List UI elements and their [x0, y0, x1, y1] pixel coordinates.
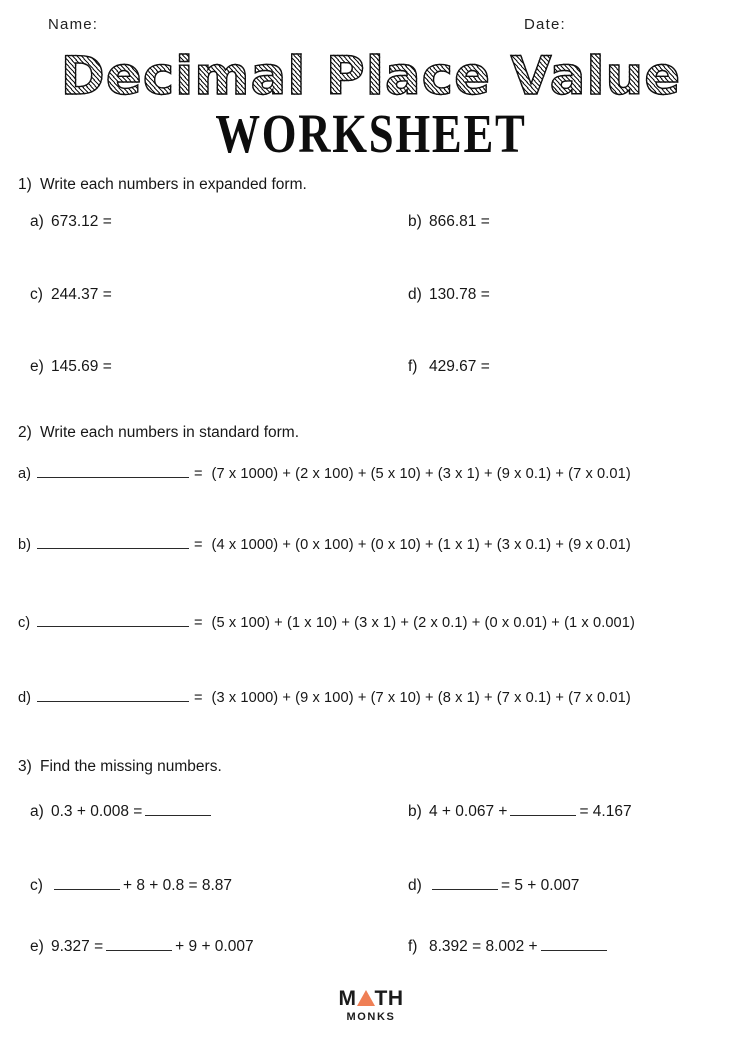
- s1-item-b-text: 866.81 =: [429, 213, 490, 230]
- s3-item-b-after: = 4.167: [579, 803, 632, 820]
- s3-item-e: [30, 938, 254, 956]
- s2-item-c-equals: =: [194, 615, 203, 631]
- s3-item-d-answer-blank[interactable]: [432, 879, 498, 890]
- s1-item-e-label: e): [30, 358, 44, 375]
- s2-item-d-equals: =: [194, 690, 203, 706]
- title-main-text: Decimal Place Value: [60, 46, 682, 107]
- s3-item-c-answer-blank[interactable]: [54, 879, 120, 890]
- s1-item-f: [408, 358, 490, 376]
- s3-item-b-label: b): [408, 803, 422, 820]
- s1-item-d-text: 130.78 =: [429, 286, 490, 303]
- s3-item-c-after: + 8 + 0.8 = 8.87: [123, 877, 233, 894]
- worksheet-title: [0, 46, 742, 108]
- s2-item-a-label: a): [18, 466, 31, 482]
- logo-text-after: TH: [374, 987, 404, 1010]
- s3-item-e-after: + 9 + 0.007: [175, 938, 254, 955]
- s3-item-e-label: e): [30, 938, 44, 955]
- logo-wordmark: [0, 988, 742, 1010]
- s3-item-e-before: 9.327 =: [51, 938, 104, 955]
- date-label: Date:: [524, 16, 566, 33]
- logo-text-before: M: [338, 987, 357, 1010]
- math-monks-logo: [0, 988, 742, 1024]
- title-sub-text: WORKSHEET: [215, 104, 527, 165]
- s3-item-f-answer-blank[interactable]: [541, 940, 607, 951]
- s2-item-a-answer-blank[interactable]: [37, 466, 189, 478]
- s2-item-b-answer-blank[interactable]: [37, 537, 189, 549]
- s2-item-c-label: c): [18, 615, 31, 631]
- triangle-icon: [357, 990, 375, 1006]
- section-2-number: 2): [18, 424, 32, 441]
- s3-item-b-answer-blank[interactable]: [510, 805, 576, 816]
- s2-item-d-answer-blank[interactable]: [37, 690, 189, 702]
- s2-item-b-expression: (4 x 1000) + (0 x 100) + (0 x 10) + (1 x 1) + (3 x 0.1) + (9 x 0.01): [211, 537, 631, 553]
- s2-item-b-equals: =: [194, 537, 203, 553]
- s3-item-d-after: = 5 + 0.007: [501, 877, 580, 894]
- worksheet-subtitle: [0, 104, 742, 165]
- worksheet-header: [0, 16, 742, 40]
- s1-item-c: [30, 286, 112, 304]
- s2-item-a: [18, 466, 734, 492]
- s3-item-b: [408, 803, 632, 821]
- section-3-instruction: Find the missing numbers.: [40, 758, 222, 775]
- s2-item-c-expression: (5 x 100) + (1 x 10) + (3 x 1) + (2 x 0.1) + (0 x 0.01) + (1 x 0.001): [211, 615, 635, 631]
- s1-item-b-label: b): [408, 213, 422, 230]
- section-3-number: 3): [18, 758, 32, 775]
- section-3-heading: [18, 758, 222, 776]
- s3-item-d: [408, 877, 579, 895]
- s1-item-a-label: a): [30, 213, 44, 230]
- s2-item-c: [18, 615, 734, 641]
- section-1-instruction: Write each numbers in expanded form.: [40, 176, 307, 193]
- s3-item-a-label: a): [30, 803, 44, 820]
- s2-item-d-label: d): [18, 690, 31, 706]
- s1-item-d: [408, 286, 490, 304]
- s2-item-d: [18, 690, 734, 716]
- s3-item-a-answer-blank[interactable]: [145, 805, 211, 816]
- section-2-heading: [18, 424, 299, 442]
- logo-subtext: MONKS: [346, 1011, 396, 1023]
- s2-item-a-expression: (7 x 1000) + (2 x 100) + (5 x 10) + (3 x 1) + (9 x 0.1) + (7 x 0.01): [211, 466, 631, 482]
- s3-item-e-answer-blank[interactable]: [106, 940, 172, 951]
- s3-item-a: [30, 803, 214, 821]
- s1-item-e-text: 145.69 =: [51, 358, 112, 375]
- s3-item-f: [408, 938, 610, 956]
- s2-item-b: [18, 537, 734, 563]
- s1-item-a-text: 673.12 =: [51, 213, 112, 230]
- section-1-number: 1): [18, 176, 32, 193]
- s1-item-a: [30, 213, 112, 231]
- name-label: Name:: [48, 16, 99, 33]
- s1-item-b: [408, 213, 490, 231]
- s2-item-d-expression: (3 x 1000) + (9 x 100) + (7 x 10) + (8 x 1) + (7 x 0.1) + (7 x 0.01): [211, 690, 631, 706]
- s3-item-c: [30, 877, 232, 895]
- s2-item-a-equals: =: [194, 466, 203, 482]
- s3-item-d-label: d): [408, 877, 422, 894]
- s3-item-c-label: c): [30, 877, 43, 894]
- s1-item-c-text: 244.37 =: [51, 286, 112, 303]
- s1-item-d-label: d): [408, 286, 422, 303]
- s2-item-c-answer-blank[interactable]: [37, 615, 189, 627]
- section-2-instruction: Write each numbers in standard form.: [40, 424, 300, 441]
- section-1-heading: [18, 176, 307, 194]
- s3-item-b-before: 4 + 0.067 +: [429, 803, 508, 820]
- s1-item-f-text: 429.67 =: [429, 358, 490, 375]
- s1-item-e: [30, 358, 112, 376]
- s2-item-b-label: b): [18, 537, 31, 553]
- s3-item-f-before: 8.392 = 8.002 +: [429, 938, 538, 955]
- s3-item-f-label: f): [408, 938, 418, 955]
- s3-item-a-before: 0.3 + 0.008 =: [51, 803, 143, 820]
- s1-item-c-label: c): [30, 286, 43, 303]
- s1-item-f-label: f): [408, 358, 418, 375]
